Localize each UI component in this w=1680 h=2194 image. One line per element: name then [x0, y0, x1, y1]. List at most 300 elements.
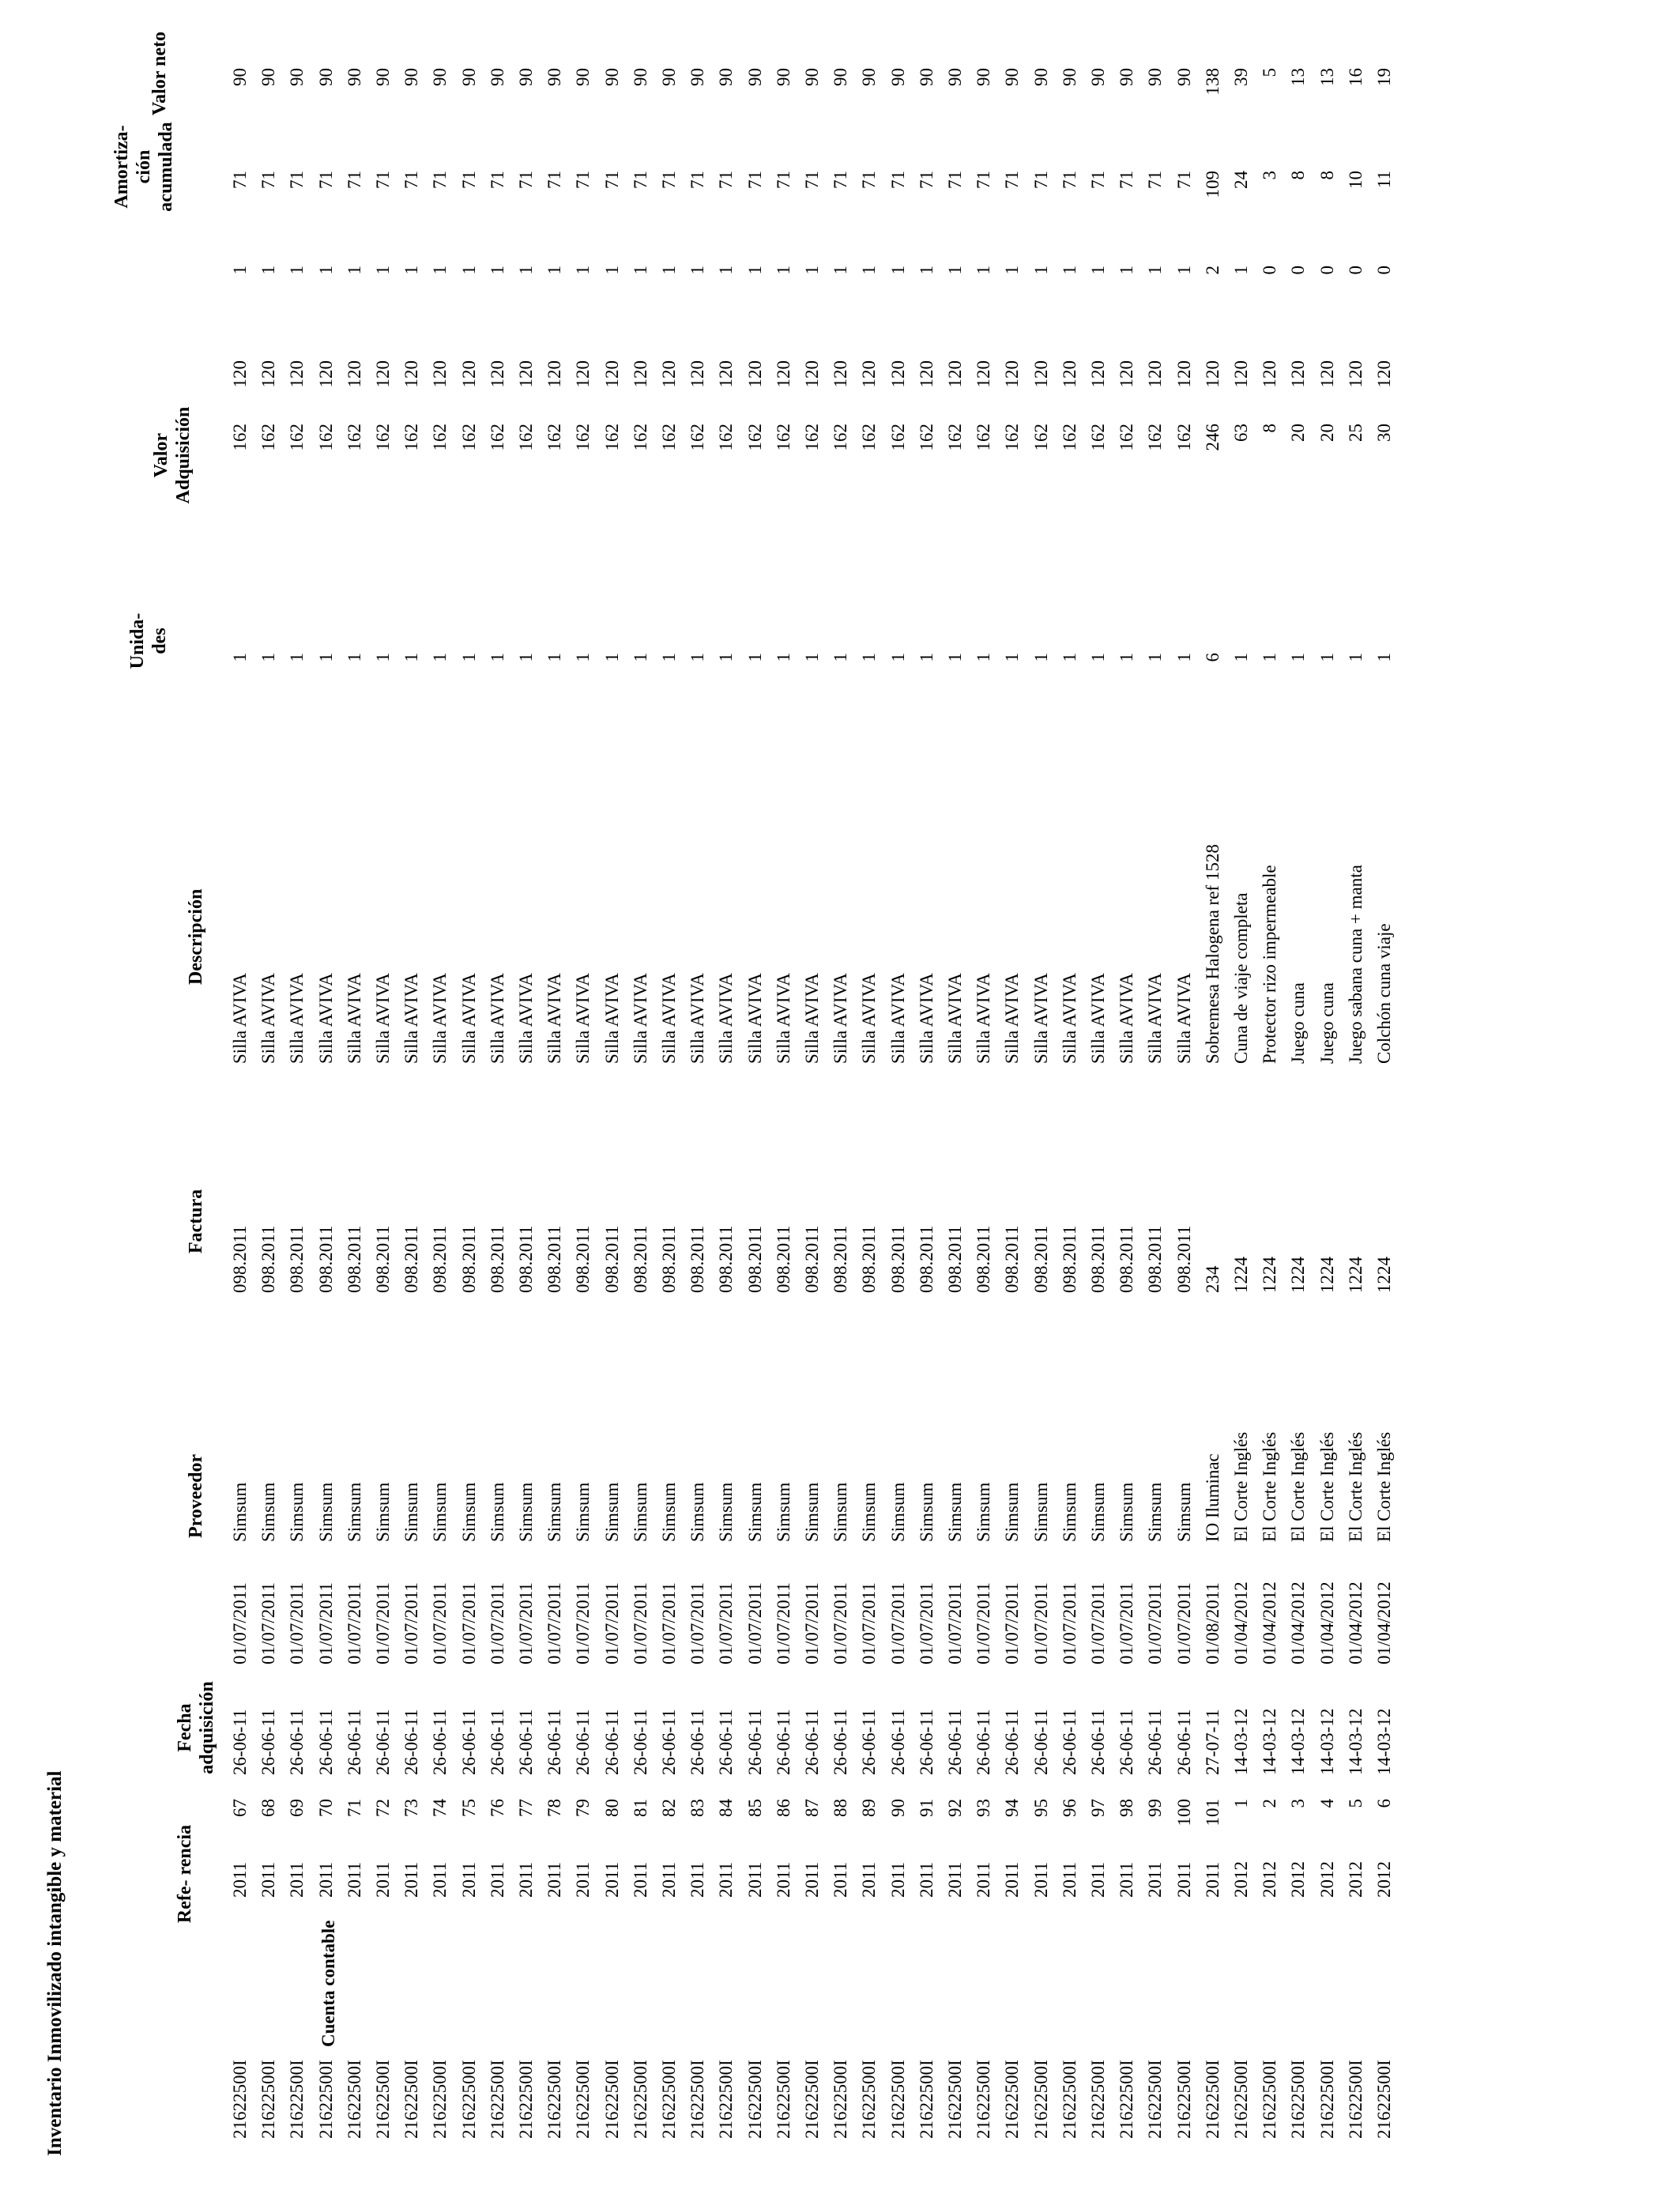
cell-proveedor: Simsum: [344, 1482, 364, 1542]
table-row: [1170, 0, 1199, 2194]
cell-valor-adq: 162: [1117, 424, 1137, 451]
cell-ref-year: 2011: [1059, 1861, 1079, 1898]
cell-ref-year: 2011: [1173, 1861, 1194, 1898]
cell-factura: 098.2011: [373, 1225, 393, 1293]
cell-vida: 120: [659, 360, 679, 388]
table-row: [1027, 0, 1056, 2194]
cell-descripcion: Silla AVIVA: [831, 973, 851, 1064]
cell-factura: 098.2011: [287, 1225, 307, 1293]
cell-fecha-alta: 01/07/2011: [544, 1582, 565, 1664]
table-row: [684, 0, 712, 2194]
cell-cuenta: 21622500I: [659, 2060, 679, 2139]
cell-vida: 120: [1202, 360, 1222, 388]
cell-factor: 1: [315, 266, 336, 275]
cell-proveedor: Simsum: [315, 1482, 336, 1542]
cell-fecha-alta: 01/04/2012: [1288, 1581, 1309, 1664]
cell-ref-num: 80: [601, 1799, 622, 1817]
cell-fecha-alta: 01/07/2011: [945, 1582, 965, 1664]
cell-fecha-adq: 26-06-11: [258, 1709, 279, 1775]
cell-ref-year: 2011: [573, 1861, 593, 1898]
cell-amortizacion: 71: [230, 171, 250, 189]
cell-factura: 098.2011: [1030, 1225, 1051, 1293]
cell-valor-adq: 162: [458, 424, 479, 451]
cell-cuenta: 21622500I: [859, 2060, 880, 2139]
table-row: [369, 0, 397, 2194]
cell-ref-year: 2012: [1231, 1861, 1251, 1898]
cell-proveedor: Simsum: [430, 1482, 450, 1542]
cell-amortizacion: 71: [859, 171, 880, 189]
cell-vida: 120: [1345, 360, 1365, 388]
cell-ref-num: 68: [258, 1799, 279, 1817]
cell-amortizacion: 71: [401, 171, 422, 189]
cell-valor-adq: 162: [659, 424, 679, 451]
cell-valor-adq: 162: [887, 424, 908, 451]
cell-descripcion: Colchón cuna viaje: [1374, 923, 1394, 1064]
cell-vida: 120: [315, 360, 336, 388]
cell-factor: 1: [544, 266, 565, 275]
cell-fecha-alta: 01/07/2011: [1117, 1582, 1137, 1664]
cell-proveedor: El Corte Inglés: [1288, 1431, 1309, 1542]
cell-factor: 0: [1288, 266, 1309, 275]
cell-unidades: 1: [773, 653, 793, 662]
cell-factura: 098.2011: [887, 1225, 908, 1293]
cell-ref-num: 82: [659, 1799, 679, 1817]
cell-factura: 1224: [1317, 1257, 1337, 1293]
cell-ref-year: 2011: [230, 1861, 250, 1898]
cell-ref-year: 2011: [1030, 1861, 1051, 1898]
cell-factura: 098.2011: [544, 1225, 565, 1293]
cell-ref-year: 2011: [287, 1861, 307, 1898]
cell-factor: 1: [258, 266, 279, 275]
cell-factura: 234: [1202, 1265, 1222, 1293]
cell-fecha-alta: 01/07/2011: [1088, 1582, 1108, 1664]
cell-ref-year: 2011: [1202, 1861, 1222, 1898]
cell-unidades: 1: [716, 653, 736, 662]
cell-vida: 120: [1030, 360, 1051, 388]
cell-factor: 1: [1088, 266, 1108, 275]
cell-ref-year: 2011: [887, 1861, 908, 1898]
cell-valor-neto: 90: [1145, 68, 1166, 86]
cell-valor-adq: 162: [831, 424, 851, 451]
cell-descripcion: Silla AVIVA: [344, 973, 364, 1064]
cell-cuenta: 21622500I: [401, 2060, 422, 2139]
cell-vida: 120: [859, 360, 880, 388]
cell-ref-num: 96: [1059, 1799, 1079, 1817]
cell-fecha-adq: 14-03-12: [1374, 1708, 1394, 1775]
cell-descripcion: Silla AVIVA: [544, 973, 565, 1064]
cell-ref-year: 2011: [430, 1861, 450, 1898]
cell-valor-adq: 25: [1345, 424, 1365, 442]
cell-ref-num: 101: [1202, 1799, 1222, 1826]
cell-valor-neto: 90: [831, 68, 851, 86]
cell-vida: 120: [744, 360, 765, 388]
cell-ref-year: 2012: [1345, 1861, 1365, 1898]
cell-fecha-adq: 14-03-12: [1231, 1708, 1251, 1775]
cell-valor-adq: 162: [287, 424, 307, 451]
cell-valor-neto: 90: [344, 68, 364, 86]
cell-unidades: 1: [544, 653, 565, 662]
cell-descripcion: Silla AVIVA: [1059, 973, 1079, 1064]
cell-ref-year: 2011: [659, 1861, 679, 1898]
cell-ref-num: 72: [373, 1799, 393, 1817]
table-row: [1284, 0, 1313, 2194]
cell-ref-num: 3: [1288, 1799, 1309, 1808]
cell-valor-neto: 90: [630, 68, 650, 86]
cell-amortizacion: 71: [945, 171, 965, 189]
cell-cuenta: 21622500I: [916, 2060, 936, 2139]
cell-factura: 1224: [1260, 1257, 1280, 1293]
cell-valor-neto: 90: [1059, 68, 1079, 86]
cell-amortizacion: 71: [573, 171, 593, 189]
cell-descripcion: Silla AVIVA: [230, 973, 250, 1064]
cell-valor-neto: 90: [659, 68, 679, 86]
cell-cuenta: 21622500I: [430, 2060, 450, 2139]
cell-ref-num: 92: [945, 1799, 965, 1817]
cell-valor-neto: 90: [887, 68, 908, 86]
cell-proveedor: Simsum: [687, 1482, 708, 1542]
cell-unidades: 1: [287, 653, 307, 662]
cell-vida: 120: [974, 360, 994, 388]
cell-fecha-alta: 01/07/2011: [716, 1582, 736, 1664]
table-row: [283, 0, 311, 2194]
cell-valor-neto: 90: [1173, 68, 1194, 86]
cell-fecha-alta: 01/07/2011: [831, 1582, 851, 1664]
cell-factura: 098.2011: [458, 1225, 479, 1293]
cell-ref-year: 2011: [744, 1861, 765, 1898]
cell-cuenta: 21622500I: [1117, 2060, 1137, 2139]
cell-ref-num: 70: [315, 1799, 336, 1817]
cell-fecha-alta: 01/07/2011: [974, 1582, 994, 1664]
cell-proveedor: Simsum: [945, 1482, 965, 1542]
cell-amortizacion: 71: [544, 171, 565, 189]
cell-ref-num: 5: [1345, 1799, 1365, 1808]
cell-ref-num: 91: [916, 1799, 936, 1817]
cell-amortizacion: 71: [287, 171, 307, 189]
cell-factor: 1: [401, 266, 422, 275]
cell-cuenta: 21622500I: [744, 2060, 765, 2139]
cell-amortizacion: 71: [1117, 171, 1137, 189]
cell-valor-adq: 162: [859, 424, 880, 451]
cell-cuenta: 21622500I: [1030, 2060, 1051, 2139]
cell-factor: 0: [1317, 266, 1337, 275]
cell-valor-adq: 246: [1202, 424, 1222, 451]
cell-fecha-alta: 01/07/2011: [573, 1582, 593, 1664]
table-row: [312, 0, 341, 2194]
cell-proveedor: Simsum: [516, 1482, 536, 1542]
table-row: [655, 0, 684, 2194]
cell-descripcion: Silla AVIVA: [315, 973, 336, 1064]
cell-descripcion: Silla AVIVA: [916, 973, 936, 1064]
cell-ref-num: 2: [1260, 1799, 1280, 1808]
cell-ref-year: 2011: [859, 1861, 880, 1898]
cell-unidades: 1: [401, 653, 422, 662]
cell-valor-neto: 90: [916, 68, 936, 86]
cell-valor-neto: 90: [1002, 68, 1023, 86]
table-row: [627, 0, 655, 2194]
cell-valor-adq: 162: [430, 424, 450, 451]
cell-proveedor: Simsum: [744, 1482, 765, 1542]
cell-cuenta: 21622500I: [974, 2060, 994, 2139]
cell-ref-year: 2011: [458, 1861, 479, 1898]
cell-descripcion: Silla AVIVA: [687, 973, 708, 1064]
header-unidades: Unida- des: [127, 613, 170, 669]
cell-ref-num: 84: [716, 1799, 736, 1817]
cell-amortizacion: 71: [458, 171, 479, 189]
cell-unidades: 1: [887, 653, 908, 662]
cell-factor: 1: [601, 266, 622, 275]
cell-ref-num: 87: [802, 1799, 822, 1817]
cell-factor: 1: [974, 266, 994, 275]
cell-unidades: 1: [831, 653, 851, 662]
cell-ref-year: 2011: [516, 1861, 536, 1898]
cell-unidades: 1: [344, 653, 364, 662]
cell-cuenta: 21622500I: [230, 2060, 250, 2139]
cell-factura: 098.2011: [687, 1225, 708, 1293]
cell-ref-year: 2012: [1374, 1861, 1394, 1898]
cell-descripcion: Cuna de viaje completa: [1231, 892, 1251, 1064]
cell-vida: 120: [258, 360, 279, 388]
cell-fecha-alta: 01/04/2012: [1231, 1581, 1251, 1664]
cell-ref-num: 90: [887, 1799, 908, 1817]
cell-ref-num: 99: [1145, 1799, 1166, 1817]
cell-fecha-adq: 26-06-11: [544, 1709, 565, 1775]
cell-descripcion: Silla AVIVA: [773, 973, 793, 1064]
cell-ref-num: 67: [230, 1799, 250, 1817]
cell-proveedor: Simsum: [544, 1482, 565, 1542]
cell-amortizacion: 71: [1030, 171, 1051, 189]
cell-proveedor: El Corte Inglés: [1260, 1431, 1280, 1542]
cell-fecha-adq: 26-06-11: [287, 1709, 307, 1775]
cell-amortizacion: 8: [1317, 171, 1337, 180]
cell-valor-adq: 162: [1059, 424, 1079, 451]
cell-descripcion: Silla AVIVA: [1117, 973, 1137, 1064]
cell-amortizacion: 24: [1231, 171, 1251, 189]
cell-unidades: 1: [802, 653, 822, 662]
cell-unidades: 1: [1088, 653, 1108, 662]
cell-proveedor: El Corte Inglés: [1374, 1431, 1394, 1542]
cell-factor: 1: [1173, 266, 1194, 275]
cell-valor-adq: 162: [573, 424, 593, 451]
cell-fecha-adq: 26-06-11: [1030, 1709, 1051, 1775]
cell-descripcion: Silla AVIVA: [630, 973, 650, 1064]
cell-fecha-adq: 26-06-11: [516, 1709, 536, 1775]
cell-fecha-adq: 26-06-11: [1145, 1709, 1166, 1775]
cell-descripcion: Silla AVIVA: [887, 973, 908, 1064]
cell-amortizacion: 71: [373, 171, 393, 189]
table-row: [798, 0, 827, 2194]
cell-proveedor: Simsum: [258, 1482, 279, 1542]
cell-valor-adq: 162: [687, 424, 708, 451]
table-row: [598, 0, 627, 2194]
cell-vida: 120: [887, 360, 908, 388]
cell-ref-year: 2011: [773, 1861, 793, 1898]
cell-vida: 120: [401, 360, 422, 388]
cell-vida: 120: [1002, 360, 1023, 388]
cell-fecha-adq: 26-06-11: [315, 1709, 336, 1775]
cell-unidades: 1: [373, 653, 393, 662]
table-row: [1084, 0, 1113, 2194]
cell-cuenta: 21622500I: [1317, 2060, 1337, 2139]
cell-factura: 098.2011: [773, 1225, 793, 1293]
cell-fecha-alta: 01/04/2012: [1260, 1581, 1280, 1664]
cell-vida: 120: [1317, 360, 1337, 388]
cell-valor-adq: 162: [744, 424, 765, 451]
table-row: [970, 0, 998, 2194]
cell-amortizacion: 11: [1374, 171, 1394, 189]
cell-ref-year: 2012: [1288, 1861, 1309, 1898]
cell-cuenta: 21622500I: [258, 2060, 279, 2139]
table-row: [455, 0, 484, 2194]
cell-factor: 0: [1345, 266, 1365, 275]
table-row: [1141, 0, 1170, 2194]
cell-valor-neto: 90: [544, 68, 565, 86]
cell-unidades: 1: [516, 653, 536, 662]
cell-vida: 120: [630, 360, 650, 388]
cell-unidades: 1: [1260, 653, 1280, 662]
cell-ref-year: 2012: [1317, 1861, 1337, 1898]
cell-fecha-alta: 01/07/2011: [487, 1582, 507, 1664]
cell-unidades: 1: [601, 653, 622, 662]
cell-vida: 120: [430, 360, 450, 388]
cell-cuenta: 21622500I: [630, 2060, 650, 2139]
cell-cuenta: 21622500I: [487, 2060, 507, 2139]
header-amortizacion: Amortiza- ción acumulada: [111, 122, 176, 212]
cell-ref-year: 2011: [373, 1861, 393, 1898]
cell-valor-neto: 90: [802, 68, 822, 86]
cell-proveedor: Simsum: [287, 1482, 307, 1542]
cell-amortizacion: 10: [1345, 171, 1365, 189]
cell-cuenta: 21622500I: [1059, 2060, 1079, 2139]
cell-ref-num: 93: [974, 1799, 994, 1817]
cell-fecha-alta: 01/07/2011: [458, 1582, 479, 1664]
cell-proveedor: Simsum: [773, 1482, 793, 1542]
cell-factor: 1: [659, 266, 679, 275]
cell-valor-adq: 162: [1002, 424, 1023, 451]
cell-ref-num: 86: [773, 1799, 793, 1817]
cell-factura: 1224: [1345, 1257, 1365, 1293]
cell-proveedor: Simsum: [1117, 1482, 1137, 1542]
cell-vida: 120: [802, 360, 822, 388]
cell-valor-adq: 162: [230, 424, 250, 451]
header-proveedor: Proveedor: [186, 1453, 206, 1538]
cell-cuenta: 21622500I: [1231, 2060, 1251, 2139]
cell-valor-adq: 162: [1088, 424, 1108, 451]
cell-fecha-alta: 01/07/2011: [516, 1582, 536, 1664]
cell-factura: 098.2011: [344, 1225, 364, 1293]
cell-fecha-alta: 01/07/2011: [430, 1582, 450, 1664]
cell-fecha-alta: 01/07/2011: [601, 1582, 622, 1664]
cell-fecha-adq: 26-06-11: [773, 1709, 793, 1775]
cell-proveedor: Simsum: [1088, 1482, 1108, 1542]
cell-amortizacion: 109: [1202, 171, 1222, 198]
table-row: [541, 0, 569, 2194]
cell-amortizacion: 71: [744, 171, 765, 189]
table-row: [884, 0, 913, 2194]
cell-fecha-alta: 01/07/2011: [1173, 1582, 1194, 1664]
cell-unidades: 1: [430, 653, 450, 662]
cell-factor: 1: [573, 266, 593, 275]
cell-factor: 1: [1145, 266, 1166, 275]
cell-fecha-alta: 01/07/2011: [687, 1582, 708, 1664]
cell-descripcion: Silla AVIVA: [1173, 973, 1194, 1064]
cell-factor: 1: [1059, 266, 1079, 275]
cell-fecha-adq: 26-06-11: [659, 1709, 679, 1775]
cell-ref-num: 74: [430, 1799, 450, 1817]
cell-vida: 120: [1117, 360, 1137, 388]
cell-proveedor: Simsum: [716, 1482, 736, 1542]
cell-valor-neto: 90: [1088, 68, 1108, 86]
cell-factor: 0: [1260, 266, 1280, 275]
cell-fecha-adq: 26-06-11: [887, 1709, 908, 1775]
cell-factura: 098.2011: [1002, 1225, 1023, 1293]
cell-proveedor: Simsum: [630, 1482, 650, 1542]
cell-factor: 1: [516, 266, 536, 275]
cell-vida: 120: [373, 360, 393, 388]
cell-ref-num: 77: [516, 1799, 536, 1817]
cell-proveedor: El Corte Inglés: [1317, 1431, 1337, 1542]
cell-amortizacion: 71: [659, 171, 679, 189]
table-row: [484, 0, 512, 2194]
cell-descripcion: Silla AVIVA: [1088, 973, 1108, 1064]
cell-ref-year: 2011: [1117, 1861, 1137, 1898]
cell-factura: 098.2011: [601, 1225, 622, 1293]
cell-fecha-alta: 01/07/2011: [230, 1582, 250, 1664]
cell-cuenta: 21622500I: [1374, 2060, 1394, 2139]
cell-valor-neto: 90: [716, 68, 736, 86]
cell-fecha-alta: 01/07/2011: [887, 1582, 908, 1664]
cell-ref-num: 98: [1117, 1799, 1137, 1817]
cell-fecha-alta: 01/07/2011: [744, 1582, 765, 1664]
cell-cuenta: 21622500I: [458, 2060, 479, 2139]
cell-factura: 098.2011: [430, 1225, 450, 1293]
cell-factura: 098.2011: [1117, 1225, 1137, 1293]
cell-ref-year: 2011: [544, 1861, 565, 1898]
cell-amortizacion: 71: [716, 171, 736, 189]
cell-factura: 098.2011: [1088, 1225, 1108, 1293]
cell-factor: 1: [373, 266, 393, 275]
cell-proveedor: Simsum: [487, 1482, 507, 1542]
cell-cuenta: 21622500I: [687, 2060, 708, 2139]
cell-descripcion: Sobremesa Halogena ref 1528: [1202, 844, 1222, 1064]
cell-cuenta: 21622500I: [344, 2060, 364, 2139]
cell-fecha-alta: 01/07/2011: [859, 1582, 880, 1664]
header-factura: Factura: [186, 1189, 206, 1253]
cell-cuenta: 21622500I: [287, 2060, 307, 2139]
cell-unidades: 1: [1288, 653, 1309, 662]
cell-vida: 120: [1173, 360, 1194, 388]
cell-factor: 1: [916, 266, 936, 275]
cell-descripcion: Silla AVIVA: [974, 973, 994, 1064]
cell-vida: 120: [458, 360, 479, 388]
cell-cuenta: 21622500I: [1260, 2060, 1280, 2139]
cell-fecha-adq: 14-03-12: [1345, 1708, 1365, 1775]
cell-fecha-adq: 26-06-11: [430, 1709, 450, 1775]
cell-fecha-alta: 01/04/2012: [1374, 1581, 1394, 1664]
cell-valor-adq: 162: [1173, 424, 1194, 451]
cell-ref-year: 2011: [974, 1861, 994, 1898]
header-fecha-adquisicion: Fecha adquisición: [175, 1681, 217, 1774]
cell-factura: 098.2011: [315, 1225, 336, 1293]
cell-valor-neto: 90: [516, 68, 536, 86]
cell-factura: 098.2011: [573, 1225, 593, 1293]
cell-fecha-adq: 26-06-11: [916, 1709, 936, 1775]
cell-fecha-alta: 01/07/2011: [773, 1582, 793, 1664]
cell-amortizacion: 71: [258, 171, 279, 189]
cell-ref-num: 89: [859, 1799, 880, 1817]
cell-vida: 120: [687, 360, 708, 388]
table-row: [254, 0, 283, 2194]
cell-cuenta: 21622500I: [1202, 2060, 1222, 2139]
